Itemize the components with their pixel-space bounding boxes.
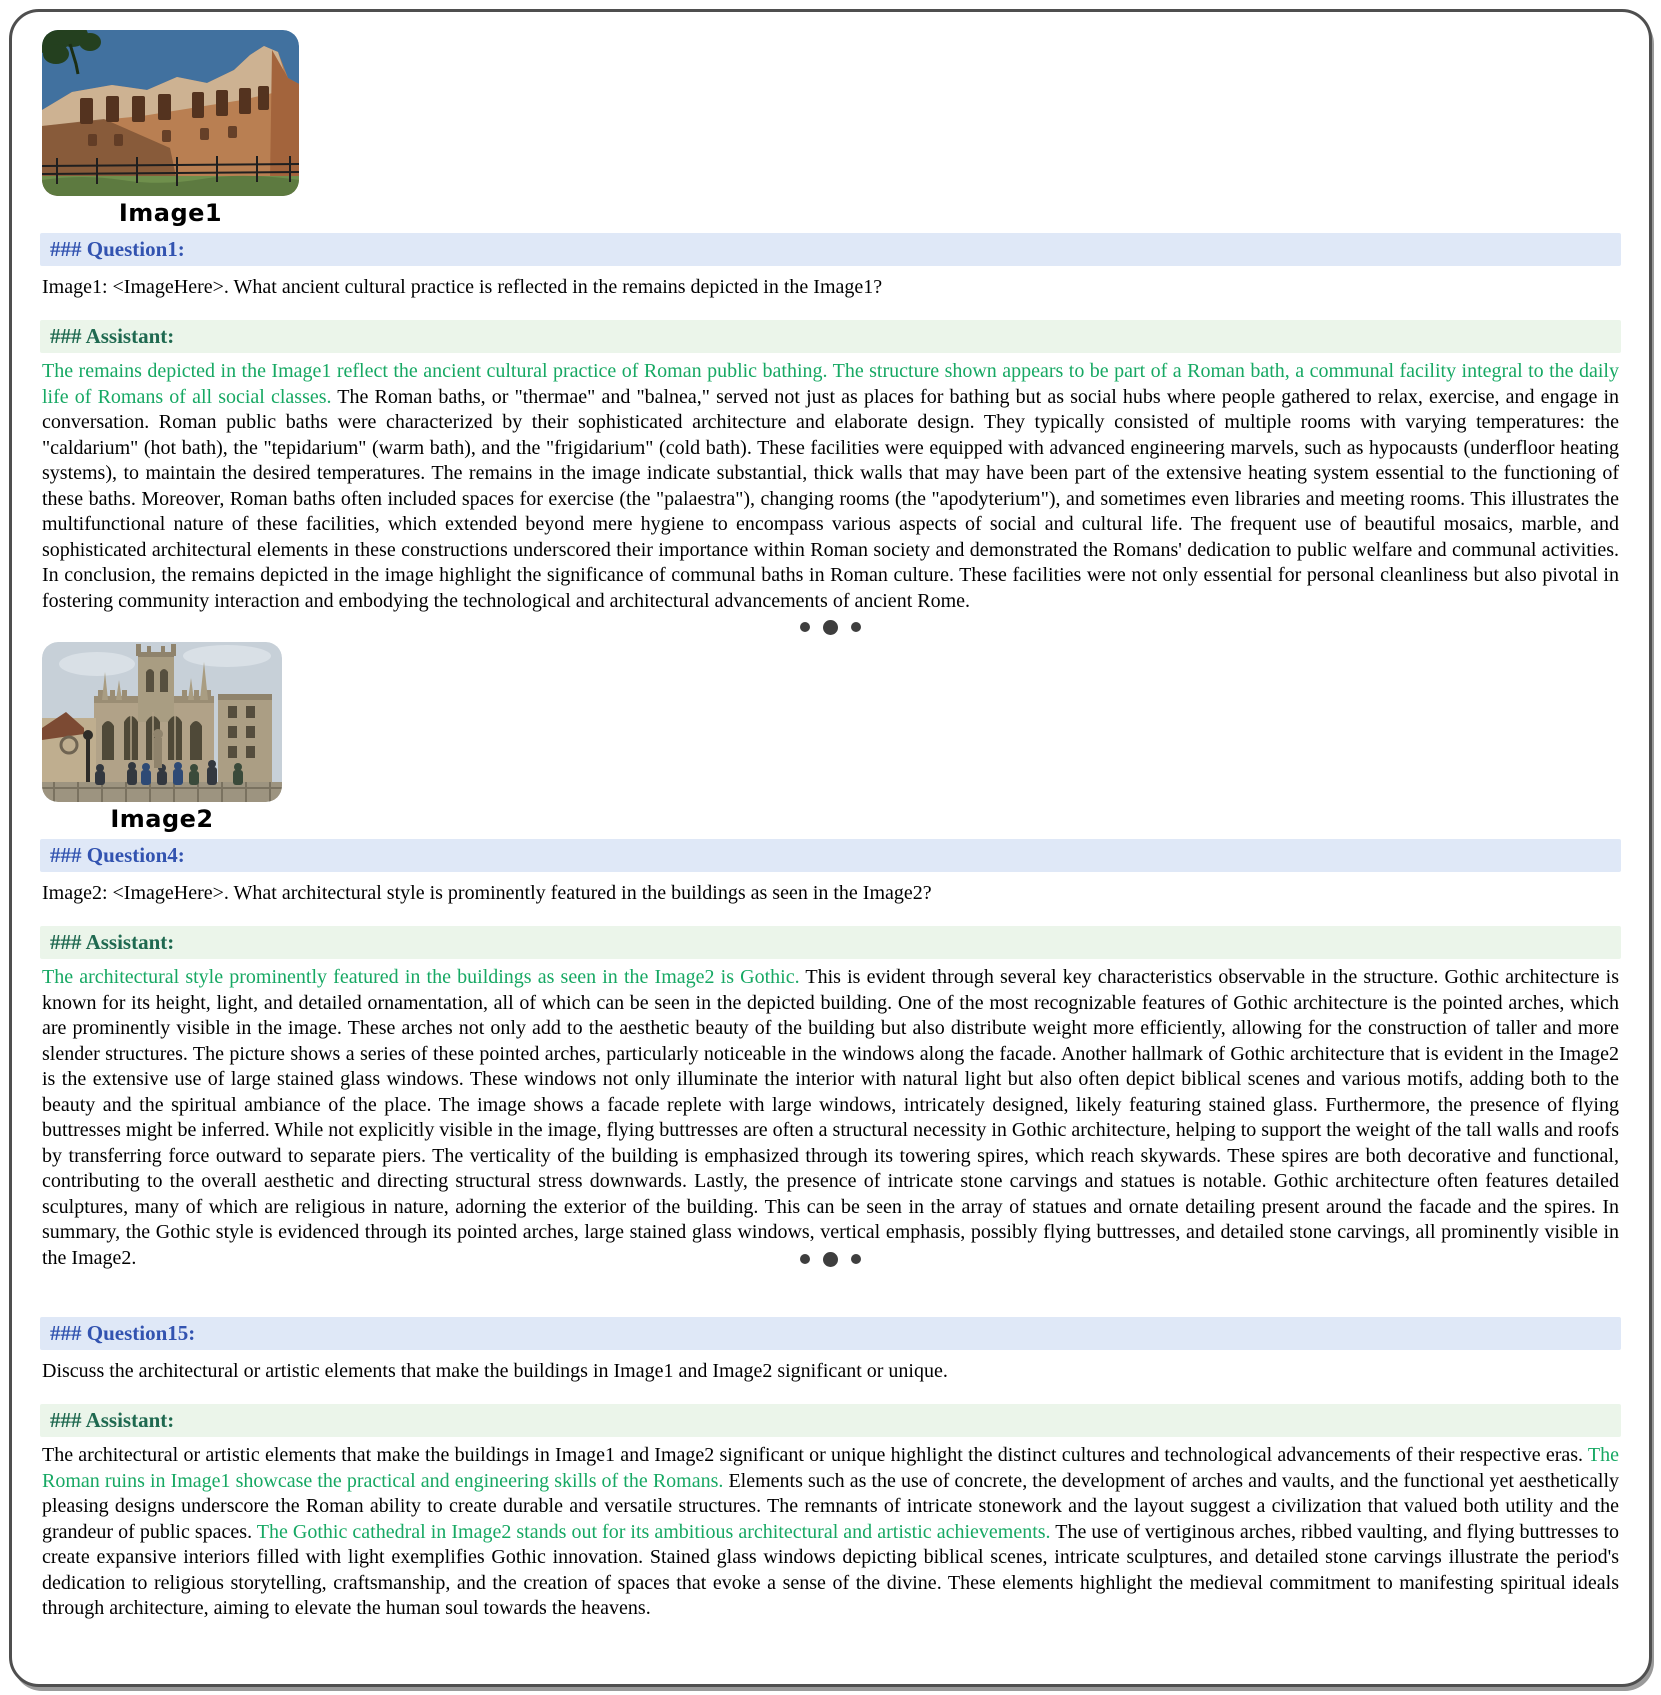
- assistant2-answer-wrap: [40, 965, 1621, 1271]
- section-gap: [40, 1271, 1621, 1311]
- dot-icon: [800, 1254, 810, 1264]
- ellipsis-separator-1: [40, 614, 1621, 640]
- dot-icon: [823, 620, 838, 635]
- assistant3-answer-highlight-2: The Gothic cathedral in Image2 stands out for its ambitious architectural and artistic achievements.: [256, 1520, 1056, 1543]
- dot-icon: [851, 1254, 861, 1264]
- question1-text: Image1: <ImageHere>. What ancient cultural practice is reflected in the remains depicted in the Image1?: [42, 276, 883, 298]
- assistant2-answer-highlight: The architectural style prominently featured in the buildings as seen in the Image2 is Gothic.: [42, 966, 806, 988]
- assistant2-answer-body: This is evident through several key characteristics observable in the structure. Gothic architecture is known for its height, light, and detailed ornamentation, all of which can be seen in the depicted building. One of the most recognizable features of Gothic architecture is the pointed arches, which are prominently visible in the image. These arches not only add to the aesthetic beauty of the building but also distribute weight more efficiently, allowing for the construction of taller and more slender structures. The picture shows a series of these pointed arches, particularly noticeable in the windows along the facade. Another hallmark of Gothic architecture that is evident in the Image2 is the extensive use of large stained glass windows. These windows not only illuminate the interior with natural light but also often depict biblical scenes and various motifs, adding both to the beauty and the spiritual ambiance of the place. The image shows a facade replete with large windows, intricately designed, likely featuring stained glass. Furthermore, the presence of flying buttresses might be inferred. While not explicitly visible in the image, flying buttresses are often a structural necessity in Gothic architecture, helping to support the weight of the tall walls and roofs by transferring force outward to separate piers. The verticality of the building is emphasized through its towering spires, which reach skywards. These spires are both decorative and functional, contributing to the overall aesthetic and directing structural stress downwards. Lastly, the presence of intricate stone carvings and statues is notable. Gothic architecture often features detailed sculptures, many of which are religious in nature, adorning the exterior of the building. This can be seen in the array of statues and ornate detailing present around the facade and the spires. In summary, the Gothic style is evidenced through its pointed arches, large stained glass windows, vertical emphasis, possibly flying buttresses, and detailed stone carvings, all prominently visible in the Image2.: [42, 966, 1619, 1269]
- assistant3-answer: [42, 1443, 1619, 1622]
- question1-header: ### Question1:: [40, 233, 1621, 266]
- image1-caption: Image1: [118, 199, 223, 227]
- figure-frame: [9, 9, 1652, 1687]
- image1-block: [42, 30, 299, 227]
- assistant1-answer-body: The Roman baths, or "thermae" and "balnea," served not just as places for bathing but as social hubs where people gathered to relax, exercise, and engage in conversation. Roman public baths were characterized by their sophisticated architecture and elaborate design. They typically consisted of multiple rooms with varying temperatures: the "caldarium" (hot bath), the "tepidarium" (warm bath), and the "frigidarium" (cold bath). These facilities were equipped with advanced engineering marvels, such as hypocausts (underfloor heating systems), to maintain the desired temperatures. The remains in the image indicate substantial, thick walls that may have been part of the extensive heating system essential to the functioning of these baths. Moreover, Roman baths often included spaces for exercise (the "palaestra"), changing rooms (the "apodyterium"), and sometimes even libraries and meeting rooms. This illustrates the multifunctional nature of these facilities, which extended beyond mere hygiene to encompass various aspects of social and cultural life. The frequent use of beautiful mosaics, marble, and sophisticated architectural elements in these constructions underscored their importance within Roman society and demonstrated the Romans' dedication to public welfare and communal activities. In conclusion, the remains depicted in the image highlight the significance of communal baths in Roman culture. These facilities were not only essential for personal cleanliness but also pivotal in fostering community interaction and embodying the technological and architectural advancements of ancient Rome.: [42, 385, 1620, 612]
- roman-ruins-photo: [42, 30, 299, 196]
- gothic-cathedral-illustration: [42, 642, 282, 802]
- assistant3-answer-highlight-1: The Roman ruins in Image1 showcase the practical and engineering skills of the Romans.: [42, 1444, 1619, 1492]
- dot-icon: [851, 622, 861, 632]
- assistant2-answer: [42, 965, 1619, 1271]
- assistant3-answer-body-1: The architectural or artistic elements that make the buildings in Image1 and Image2 significant or unique highlight the distinct cultures and technological advancements of their respective eras.: [42, 1444, 1588, 1466]
- assistant3-answer-body-3: The use of vertiginous arches, ribbed vaulting, and flying buttresses to create expansive interiors filled with light exemplifies Gothic innovation. Stained glass windows depicting biblical scenes, intricate sculptures, and detailed stone carvings illustrate the period's dedication to religious storytelling, craftsmanship, and the creation of spaces that evoke a sense of the divine. These elements highlight the medieval commitment to manifesting spiritual ideals through architecture, aiming to elevate the human soul towards the heavens.: [42, 1520, 1619, 1619]
- gothic-cathedral-photo: [42, 642, 282, 802]
- question4-text: Image2: <ImageHere>. What architectural style is prominently featured in the buildings as seen in the Image2?: [42, 882, 932, 904]
- image2-caption: Image2: [110, 805, 214, 833]
- question4-header: ### Question4:: [40, 839, 1621, 872]
- ellipsis-separator-2: [40, 1249, 1621, 1269]
- dot-icon: [823, 1252, 838, 1267]
- assistant1-answer-highlight: The remains depicted in the Image1 reflect the ancient cultural practice of Roman public bathing. The structure shown appears to be part of a Roman bath, a communal facility integral to the daily life of Romans of all social classes.: [42, 360, 1619, 408]
- assistant3-answer-body-2: Elements such as the use of concrete, the development of arches and vaults, and the functional yet aesthetically pleasing designs underscore the Roman ability to create durable and versatile structures. The remnants of intricate stonework and the layout suggest a civilization that valued both utility and the grandeur of public spaces.: [42, 1469, 1619, 1543]
- dot-icon: [800, 622, 810, 632]
- assistant2-header: ### Assistant:: [40, 926, 1621, 959]
- assistant1-header: ### Assistant:: [40, 320, 1621, 353]
- assistant3-header: ### Assistant:: [40, 1404, 1621, 1437]
- image2-block: [42, 642, 282, 833]
- question15-text: Discuss the architectural or artistic elements that make the buildings in Image1 and Image2 significant or unique.: [42, 1360, 948, 1382]
- roman-ruins-illustration: [42, 30, 299, 196]
- question15-header: ### Question15:: [40, 1317, 1621, 1350]
- assistant1-answer: [42, 359, 1619, 614]
